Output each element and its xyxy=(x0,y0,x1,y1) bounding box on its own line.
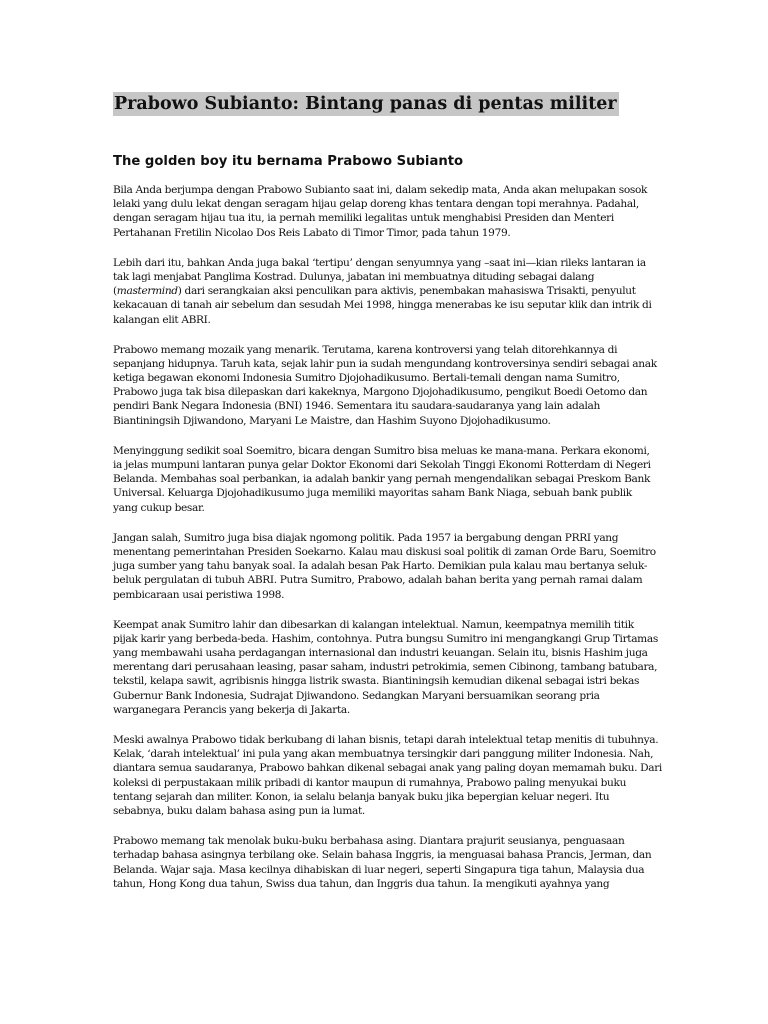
paragraph xyxy=(113,618,658,717)
text-line: tak lagi menjabat Panglima Kostrad. Dulunya, jabatan ini membuatnya dituding sebagai dalang xyxy=(113,270,595,283)
text-line: terhadap bahasa asingnya terbilang oke. Selain bahasa Inggris, ia menguasai bahasa Prancis, Jerman, dan xyxy=(113,849,652,862)
text-line: dengan seragam hijau tua itu, ia pernah memiliki legalitas untuk menghabisi Presiden dan Menteri xyxy=(113,212,614,225)
text-line: ia jelas mumpuni lantaran punya gelar Doktor Ekonomi dari Sekolah Tinggi Ekonomi Rotterdam di Negeri xyxy=(113,459,651,471)
text-line: Lebih dari itu, bahkan Anda juga bakal ‘tertipu’ dengan senyumnya yang –saat ini—kian rileks lantaran ia xyxy=(113,256,646,269)
text-line: yang membawahi usaha perdagangan internasional dan industri keuangan. Selain itu, bisnis Hashim juga xyxy=(113,647,648,660)
text-line: lelaki yang dulu lekat dengan seragam hijau gelap doreng khas tentara dengan topi merahnya. Padahal, xyxy=(113,198,639,211)
text-line: Pertahanan Fretilin Nicolao Dos Reis Labato di Timor Timor, pada tahun 1979. xyxy=(113,226,511,239)
text-line: Gubernur Bank Indonesia, Sudrajat Djiwandono. Sedangkan Maryani bersuamikan seorang pria xyxy=(113,689,600,702)
text-line: kekacauan di tanah air sebelum dan sesudah Mei 1998, hingga menerabas ke isu seputar klik dan intrik di xyxy=(113,299,652,312)
text-line: Universal. Keluarga Djojohadikusumo juga memiliki mayoritas saham Bank Niaga, sebuah bank publik xyxy=(113,487,632,500)
text-line: kalangan elit ABRI. xyxy=(113,313,211,326)
text-line: Keempat anak Sumitro lahir dan dibesarkan di kalangan intelektual. Namun, keempatnya memilih titik xyxy=(113,618,634,631)
text-line: (mastermind) dari serangkaian aksi penculikan para aktivis, penembakan mahasiswa Trisakti, penyulut xyxy=(113,285,636,298)
document-page xyxy=(113,92,662,907)
text-line: menentang pemerintahan Presiden Soekarno. Kalau mau diskusi soal politik di zaman Orde Baru, Soemitro xyxy=(113,545,656,558)
text-line: beluk pergulatan di tubuh ABRI. Putra Sumitro, Prabowo, adalah bahan berita yang pernah ramai dalam xyxy=(113,574,643,587)
text-line: pendiri Bank Negara Indonesia (BNI) 1946. Sementara itu saudara-saudaranya yang lain adalah xyxy=(113,400,600,413)
text-line: tentang sejarah dan militer. Konon, ia selalu belanja banyak buku jika bepergian keluar negeri. Itu xyxy=(113,790,610,803)
text-line: tahun, Hong Kong dua tahun, Swiss dua tahun, dan Inggris dua tahun. Ia mengikuti ayahnya yang xyxy=(113,877,610,890)
italic-term: mastermind xyxy=(116,285,178,298)
text-line: Bila Anda berjumpa dengan Prabowo Subianto saat ini, dalam sekedip mata, Anda akan melupakan sosok xyxy=(113,184,648,196)
text-line: tekstil, kelapa sawit, agribisnis hingga listrik swasta. Biantiningsih kemudian dikenal sebagai istri bekas xyxy=(113,675,640,688)
article-body xyxy=(113,183,662,891)
text-line: merentang dari perusahaan leasing, pasar saham, industri petrokimia, semen Cibinong, tambang batubara, xyxy=(113,661,658,674)
paragraph xyxy=(113,834,658,891)
text-line: Menyinggung sedikit soal Soemitro, bicara dengan Sumitro bisa meluas ke mana-mana. Perkara ekonomi, xyxy=(113,444,650,457)
text-line: ketiga begawan ekonomi Indonesia Sumitro Djojohadikusumo. Bertali-temali dengan nama Sumitro, xyxy=(113,372,620,385)
text-line: Prabowo memang tak menolak buku-buku berbahasa asing. Diantara prajurit seusianya, penguasaan xyxy=(113,835,625,848)
text-line: pembicaraan usai peristiwa 1998. xyxy=(113,588,285,601)
text-line: juga sumber yang tahu banyak soal. Ia adalah besan Pak Harto. Demikian pula kalau mau bertanya seluk- xyxy=(113,560,648,573)
text-line: sepanjang hidupnya. Taruh kata, sejak lahir pun ia sudah mengundang kontroversinya sendiri sebagai anak xyxy=(113,357,657,370)
text-line: Jangan salah, Sumitro juga bisa diajak ngomong politik. Pada 1957 ia bergabung dengan PRRI yang xyxy=(113,531,619,544)
paragraph xyxy=(113,531,658,602)
text-line: Biantiningsih Djiwandono, Maryani Le Maistre, dan Hashim Suyono Djojohadikusumo. xyxy=(113,414,551,427)
text-line: sebabnya, buku dalam bahasa asing pun ia lumat. xyxy=(113,804,365,817)
text-line: Prabowo juga tak bisa dilepaskan dari kakeknya, Margono Djojohadikusumo, pengikut Boedi Oetomo dan xyxy=(113,386,648,399)
text-line: pijak karir yang berbeda-beda. Hashim, contohnya. Putra bungsu Sumitro ini mengangkangi Grup Tirtamas xyxy=(113,632,658,645)
text-line: warganegara Perancis yang bekerja di Jakarta. xyxy=(113,703,350,716)
paragraph xyxy=(113,444,658,515)
text-line: Kelak, ‘darah intelektual’ ini pula yang akan membuatnya tersingkir dari panggung militer Indonesia. Nah, xyxy=(113,748,654,761)
text-line: Belanda. Membahas soal perbankan, ia adalah bankir yang pernah mengendalikan sebagai Preskom Bank xyxy=(113,473,651,486)
paragraph xyxy=(113,343,658,428)
text-line: Prabowo memang mozaik yang menarik. Terutama, karena kontroversi yang telah ditorehkannya di xyxy=(113,343,618,356)
text-line: yang cukup besar. xyxy=(113,501,205,514)
text-line: Meski awalnya Prabowo tidak berkubang di lahan bisnis, tetapi darah intelektual tetap menitis di tubuhnya. xyxy=(113,734,659,746)
text-line: Belanda. Wajar saja. Masa kecilnya dihabiskan di luar negeri, seperti Singapura tiga tahun, Malaysia dua xyxy=(113,863,645,876)
section-subtitle: The golden boy itu bernama Prabowo Subianto xyxy=(113,154,464,169)
paragraph xyxy=(113,256,658,327)
page-title: Prabowo Subianto: Bintang panas di pentas militer xyxy=(114,94,617,114)
text-line: diantara semua saudaranya, Prabowo bahkan dikenal sebagai anak yang paling doyan memamah buku. Dari xyxy=(113,762,662,775)
text-line: koleksi di perpustakaan milik pribadi di kantor maupun di rumahnya, Prabowo paling menyukai buku xyxy=(113,776,627,789)
paragraph xyxy=(113,733,662,818)
paragraph xyxy=(113,183,658,240)
